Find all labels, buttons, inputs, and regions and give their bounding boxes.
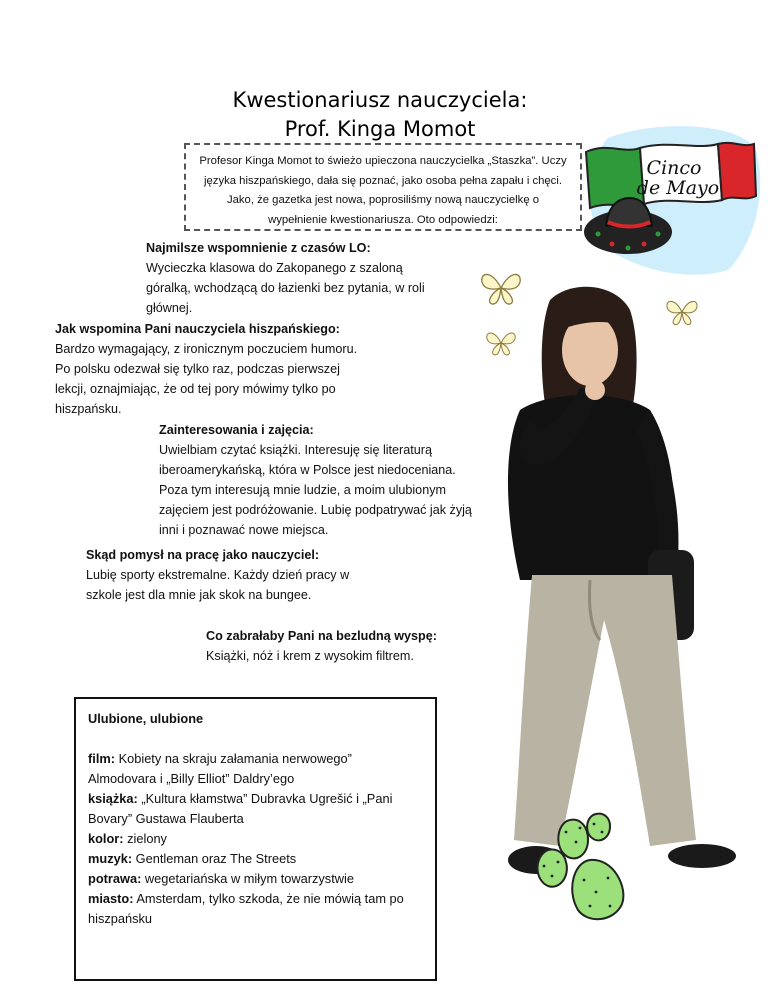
- favorite-value: Gentleman oraz The Streets: [135, 851, 297, 866]
- favorite-item: [88, 869, 423, 889]
- qa-question: Jak wspomina Pani nauczyciela hiszpańskiego:: [55, 322, 340, 336]
- teacher-photo: [440, 280, 768, 900]
- favorite-item: [88, 889, 423, 929]
- favorite-item: [88, 829, 423, 849]
- cactus-icon: [530, 810, 630, 926]
- favorite-value: wegetariańska w miłym towarzystwie: [144, 871, 354, 886]
- title-line-2: Prof. Kinga Momot: [284, 117, 476, 141]
- favorite-value: zielony: [127, 831, 167, 846]
- qa-block-4: [86, 545, 362, 605]
- favorite-label: książka:: [88, 791, 138, 806]
- qa-question: Zainteresowania i zajęcia:: [159, 423, 314, 437]
- favorite-label: miasto:: [88, 891, 134, 906]
- banner-text-line-1: Cinco: [646, 157, 702, 179]
- favorite-label: potrawa:: [88, 871, 142, 886]
- cinco-de-mayo-sombrero-icon: [578, 120, 764, 280]
- intro-box: [184, 143, 582, 231]
- favorites-box: [74, 697, 437, 981]
- favorite-item: [88, 789, 423, 829]
- favorite-label: film:: [88, 751, 116, 766]
- qa-answer: Uwielbiam czytać książki. Interesuję się literaturą iberoamerykańską, która w Polsce jest niedoceniana. Poza tym interesują mnie ludzie, a moim ulubionym zajęciem jest podróżowanie. Lubię podpatrywać jak żyją inni i poznawać nowe miejsca.: [159, 443, 472, 537]
- favorite-value: Kobiety na skraju załamania nerwowego” Almodovara i „Billy Elliot” Daldry’ego: [88, 751, 352, 786]
- qa-question: Skąd pomysł na pracę jako nauczyciel:: [86, 548, 320, 562]
- qa-block-1: [146, 238, 446, 318]
- banner-text-line-2: de Mayo: [636, 177, 720, 199]
- title-line-1: Kwestionariusz nauczyciela:: [232, 88, 528, 112]
- qa-block-2: [55, 319, 367, 419]
- favorites-heading: Ulubione, ulubione: [88, 711, 204, 726]
- favorite-label: kolor:: [88, 831, 124, 846]
- intro-text: Profesor Kinga Momot to świeżo upieczona nauczycielka „Staszka”. Uczy języka hiszpańskiego, dała się poznać, jako osoba pełna zapału i chęci. Jako, że gazetka jest nowa, poprosiliśmy nową nauczycielkę o wypełnienie kwestionariusza. Oto odpowiedzi:: [199, 155, 567, 226]
- qa-block-3: [159, 420, 481, 540]
- favorite-value: Amsterdam, tylko szkoda, że nie mówią tam po hiszpańsku: [88, 891, 404, 926]
- favorite-item: [88, 749, 423, 789]
- qa-question: Najmilsze wspomnienie z czasów LO:: [146, 241, 371, 255]
- page-title: [150, 86, 610, 144]
- qa-answer: Lubię sporty ekstremalne. Każdy dzień pracy w szkole jest dla mnie jak skok na bungee.: [86, 568, 350, 602]
- qa-answer: Książki, nóż i krem z wysokim filtrem.: [206, 649, 414, 663]
- favorite-item: [88, 849, 423, 869]
- favorite-label: muzyk:: [88, 851, 133, 866]
- qa-block-5: [206, 626, 486, 666]
- qa-question: Co zabrałaby Pani na bezludną wyspę:: [206, 629, 437, 643]
- qa-answer: Bardzo wymagający, z ironicznym poczuciem humoru. Po polsku odezwał się tylko raz, podczas pierwszej lekcji, oznajmiając, że od tej pory mówimy tylko po hiszpańsku.: [55, 342, 358, 416]
- qa-answer: Wycieczka klasowa do Zakopanego z szaloną góralką, wchodzącą do łazienki bez pytania, w roli głównej.: [146, 261, 425, 315]
- favorite-value: „Kultura kłamstwa” Dubravka Ugrešić i „Pani Bovary” Gustawa Flauberta: [88, 791, 393, 826]
